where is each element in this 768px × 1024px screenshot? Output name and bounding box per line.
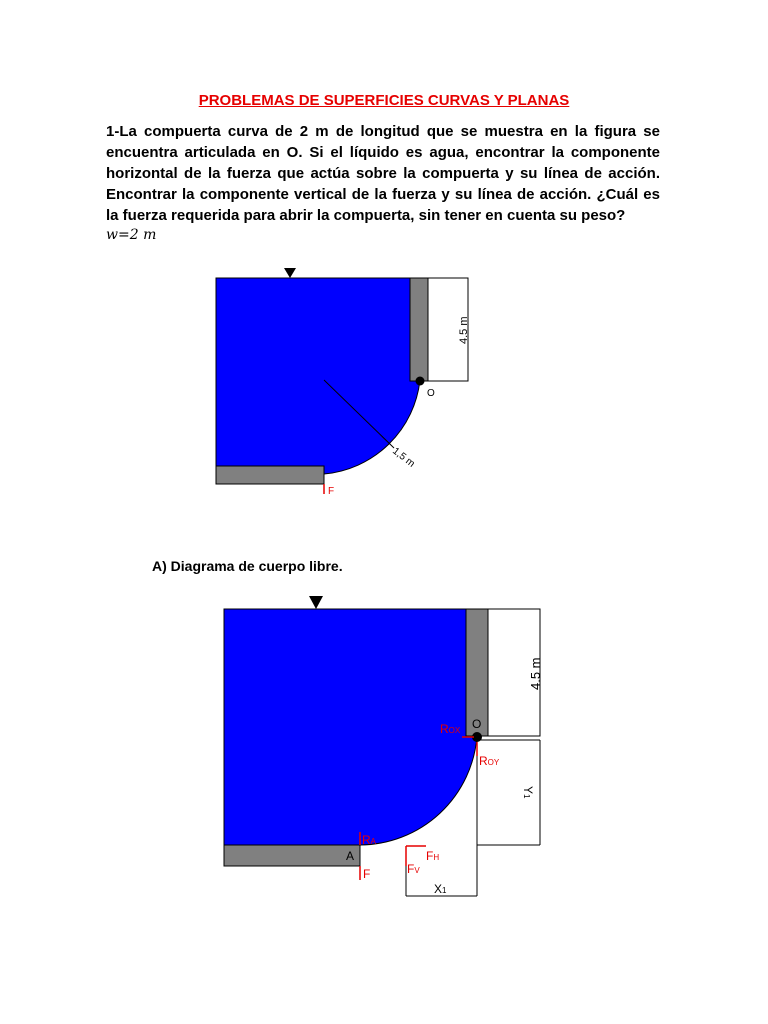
x1-label: X1 bbox=[434, 882, 447, 896]
fh-label: FH bbox=[426, 849, 440, 863]
bottom-floor bbox=[224, 845, 360, 866]
height-dimension: 4.5 m bbox=[458, 316, 470, 344]
hinge-label: O bbox=[472, 717, 482, 731]
roy-label: ROY bbox=[479, 754, 500, 768]
section-a-heading: A) Diagrama de cuerpo libre. bbox=[152, 558, 343, 574]
force-label: F bbox=[363, 867, 371, 881]
free-surface-marker bbox=[309, 596, 323, 609]
fv-label: FV bbox=[407, 862, 420, 876]
hinge-label: O bbox=[427, 388, 435, 399]
y1-label: Y1 bbox=[521, 786, 535, 799]
problem-statement: 1-La compuerta curva de 2 m de longitud que se muestra en la figura se encuentra articulada en O. Si el líquido es agua, encontrar la componente horizontal de la fuerza que actúa sobre la compuerta y su línea de acción. Encontrar la componente vertical de la fuerza y su línea de acción. ¿Cuál es la fuerza requerida para abrir la compuerta, sin tener en cuenta su peso? bbox=[106, 123, 660, 224]
point-a-label: A bbox=[346, 849, 355, 863]
force-label: F bbox=[328, 486, 335, 497]
radius-label: 1,5 m bbox=[390, 445, 417, 470]
page-title: PROBLEMAS DE SUPERFICIES CURVAS Y PLANAS bbox=[198, 92, 570, 109]
ra-label: RA bbox=[362, 833, 377, 847]
height-dimension: 4.5 m bbox=[528, 657, 543, 690]
rox-label: ROX bbox=[440, 722, 461, 736]
width-label: w=2 m bbox=[106, 227, 157, 243]
